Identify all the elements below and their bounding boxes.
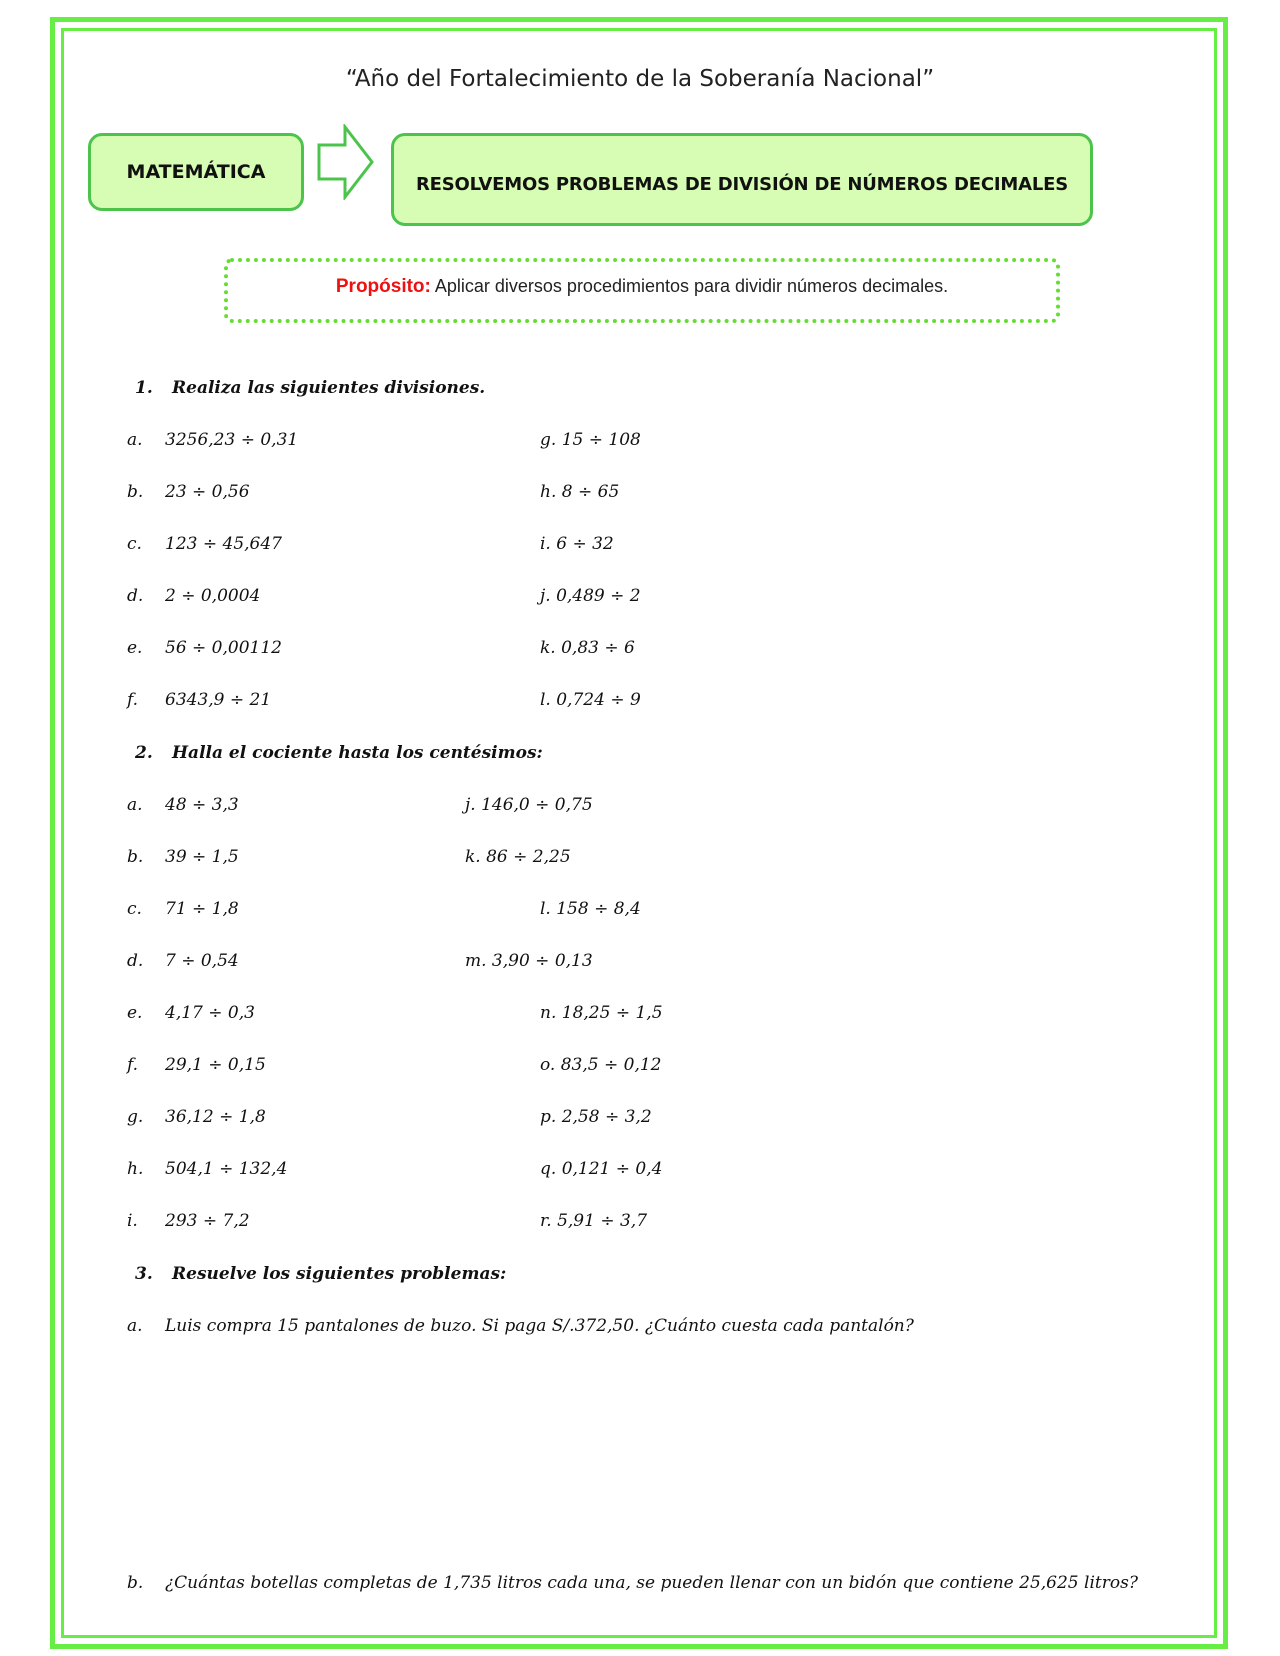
purpose-label: Propósito: <box>335 276 431 297</box>
exercise-item: g. 15 ÷ 108 <box>540 430 641 450</box>
item-expression: 3256,23 ÷ 0,31 <box>165 430 299 450</box>
item-expression: 2 ÷ 0,0004 <box>165 586 261 606</box>
item-letter: c. <box>127 899 142 919</box>
session-title: RESOLVEMOS PROBLEMAS DE DIVISIÓN DE NÚMEROS DECIMALES <box>416 174 1068 195</box>
exercise-item: l. 0,724 ÷ 9 <box>540 690 641 710</box>
exercise-item: k. 86 ÷ 2,25 <box>465 847 571 867</box>
item-letter: b. <box>127 847 144 867</box>
item-letter: a. <box>127 795 143 815</box>
purpose-box <box>224 258 1060 323</box>
item-expression: 29,1 ÷ 0,15 <box>165 1055 266 1075</box>
item-letter: e. <box>127 638 143 658</box>
item-expression: 4,17 ÷ 0,3 <box>165 1003 255 1023</box>
section-title: Realiza las siguientes divisiones. <box>172 378 486 398</box>
section-number: 3. <box>135 1264 153 1284</box>
year-title: “Año del Fortalecimiento de la Soberanía Nacional” <box>345 66 935 92</box>
purpose-text: Aplicar diversos procedimientos para dividir números decimales. <box>430 276 949 296</box>
subject-box <box>88 133 304 211</box>
exercise-item: n. 18,25 ÷ 1,5 <box>540 1003 663 1023</box>
exercise-item: p. 2,58 ÷ 3,2 <box>540 1107 652 1127</box>
item-letter: a. <box>127 430 143 450</box>
item-expression: 36,12 ÷ 1,8 <box>165 1107 266 1127</box>
item-letter: c. <box>127 534 142 554</box>
exercise-item: h. 8 ÷ 65 <box>540 482 620 502</box>
section-number: 1. <box>135 378 153 398</box>
item-expression: 48 ÷ 3,3 <box>165 795 239 815</box>
section-title: Resuelve los siguientes problemas: <box>172 1264 507 1284</box>
section-number: 2. <box>135 743 153 763</box>
item-letter: a. <box>127 1316 143 1336</box>
arrow-right-icon <box>317 124 375 200</box>
item-expression: 6343,9 ÷ 21 <box>165 690 272 710</box>
problem-text: Luis compra 15 pantalones de buzo. Si paga S/.372,50. ¿Cuánto cuesta cada pantalón? <box>165 1316 914 1336</box>
section-title: Halla el cociente hasta los centésimos: <box>172 743 543 763</box>
exercise-item: r. 5,91 ÷ 3,7 <box>540 1211 648 1231</box>
problem-text: ¿Cuántas botellas completas de 1,735 litros cada una, se pueden llenar con un bidón que contiene 25,625 litros? <box>165 1573 1138 1593</box>
exercise-item: i. 6 ÷ 32 <box>540 534 614 554</box>
item-expression: 7 ÷ 0,54 <box>165 951 239 971</box>
item-letter: i. <box>127 1211 138 1231</box>
exercise-item: l. 158 ÷ 8,4 <box>540 899 641 919</box>
item-letter: b. <box>127 1573 144 1593</box>
exercise-item: j. 146,0 ÷ 0,75 <box>465 795 593 815</box>
item-expression: 293 ÷ 7,2 <box>165 1211 250 1231</box>
exercise-item: m. 3,90 ÷ 0,13 <box>465 951 593 971</box>
exercise-item: o. 83,5 ÷ 0,12 <box>540 1055 662 1075</box>
exercise-item: q. 0,121 ÷ 0,4 <box>540 1159 663 1179</box>
item-expression: 23 ÷ 0,56 <box>165 482 250 502</box>
exercise-item: k. 0,83 ÷ 6 <box>540 638 635 658</box>
item-letter: h. <box>127 1159 144 1179</box>
exercise-item: j. 0,489 ÷ 2 <box>540 586 641 606</box>
item-letter: e. <box>127 1003 143 1023</box>
item-expression: 504,1 ÷ 132,4 <box>165 1159 288 1179</box>
item-letter: b. <box>127 482 144 502</box>
item-letter: d. <box>127 586 144 606</box>
item-letter: f. <box>127 1055 139 1075</box>
item-expression: 56 ÷ 0,00112 <box>165 638 282 658</box>
item-letter: f. <box>127 690 139 710</box>
session-title-box <box>391 133 1093 226</box>
subject-label: MATEMÁTICA <box>126 161 266 183</box>
item-letter: g. <box>127 1107 144 1127</box>
item-expression: 71 ÷ 1,8 <box>165 899 239 919</box>
item-expression: 39 ÷ 1,5 <box>165 847 239 867</box>
item-letter: d. <box>127 951 144 971</box>
item-expression: 123 ÷ 45,647 <box>165 534 282 554</box>
